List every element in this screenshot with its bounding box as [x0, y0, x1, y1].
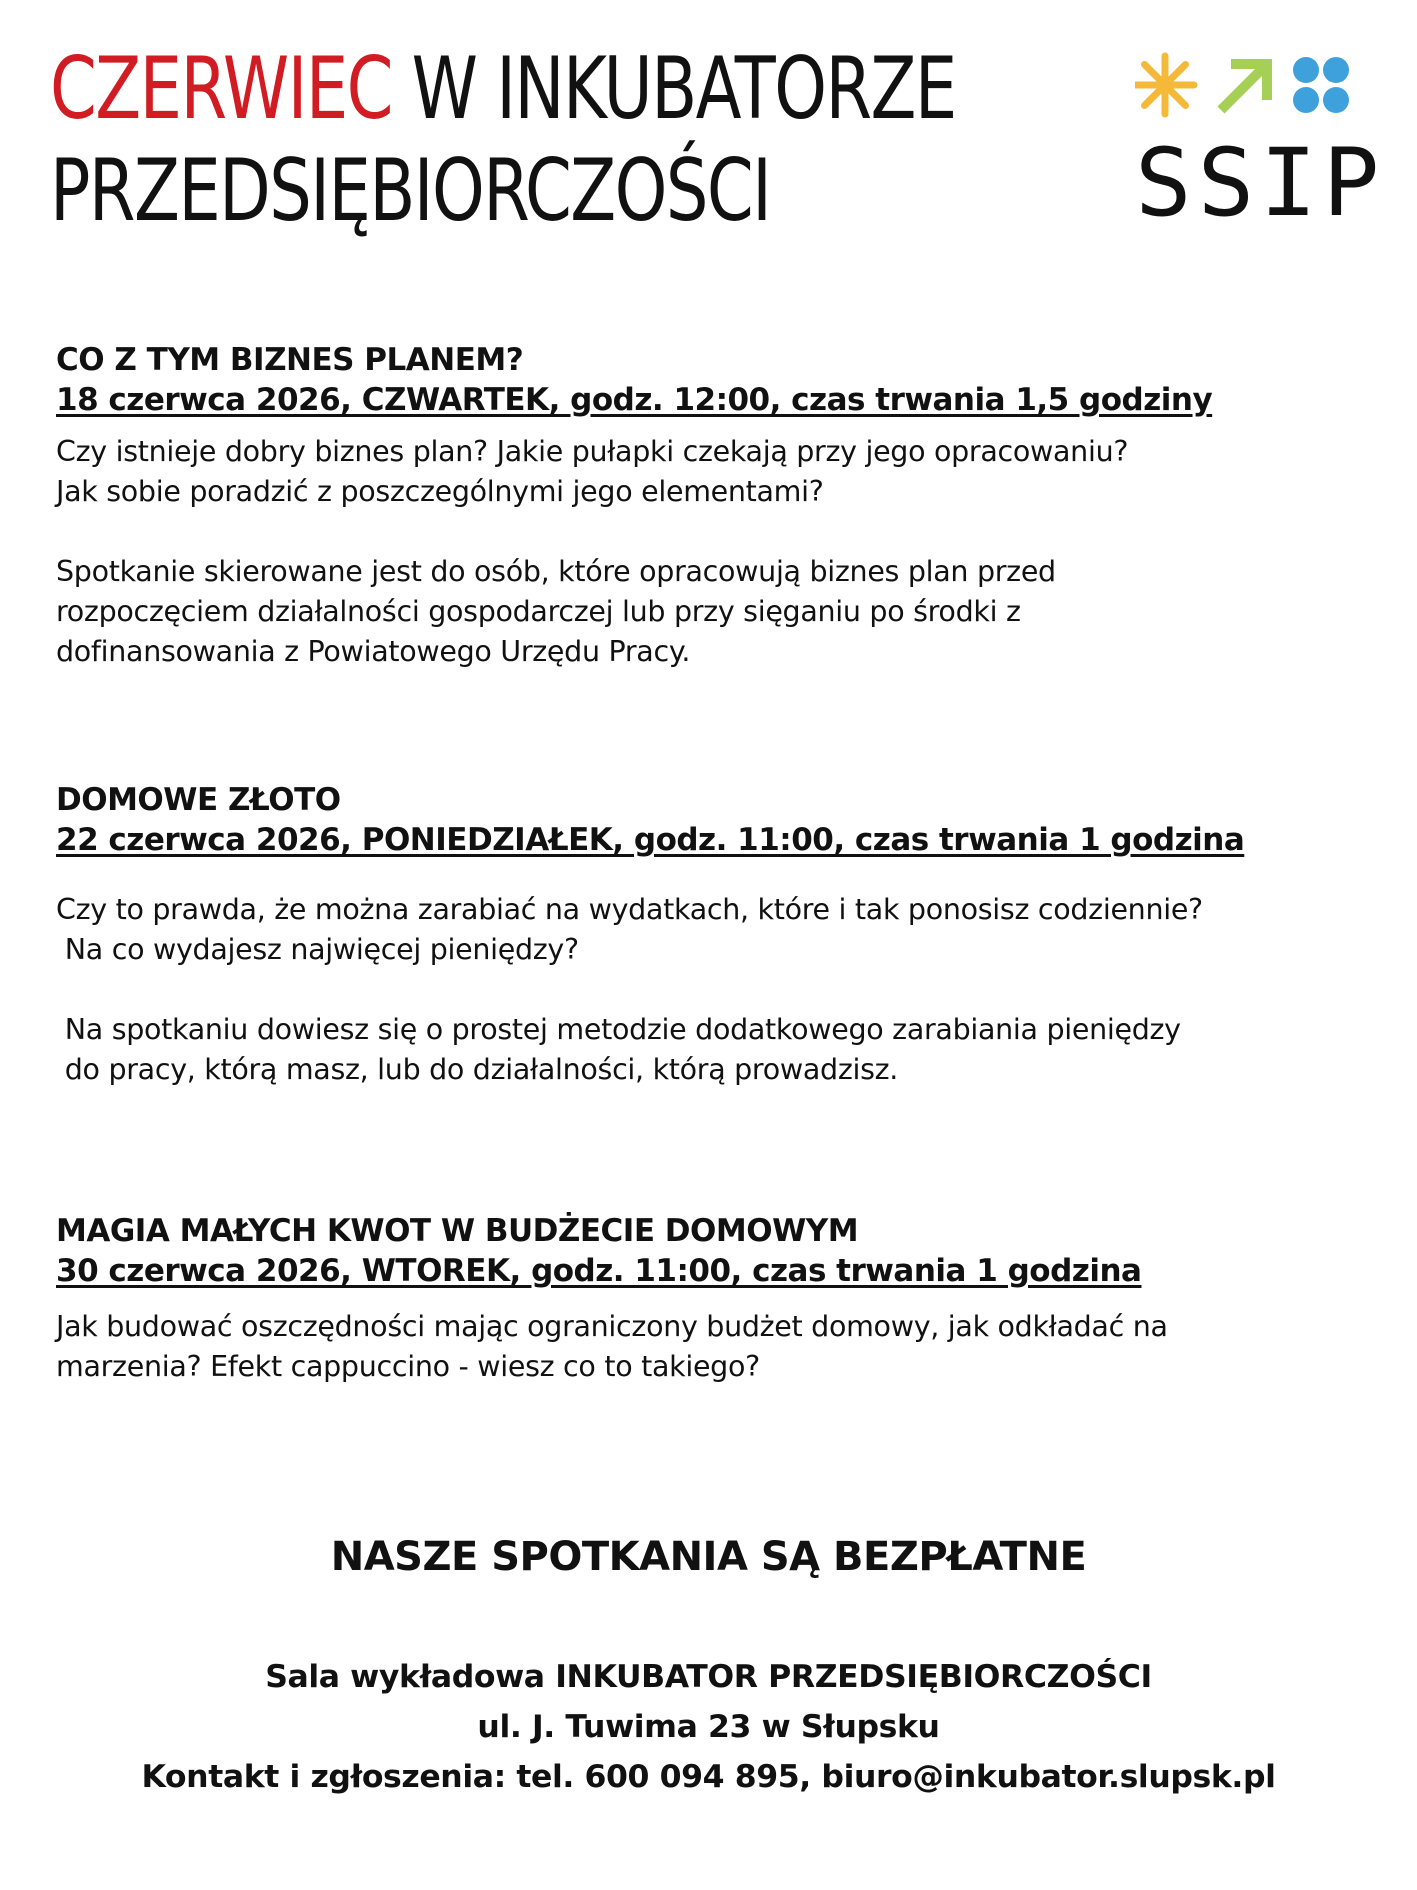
- ssip-logo: [1135, 50, 1386, 238]
- contact-info: Kontakt i zgłoszenia: tel. 600 094 895, biuro@inkubator.slupsk.pl: [141, 1759, 1276, 1795]
- page-title-line-2: PRZEDSIĘBIORCZOŚCI: [50, 141, 771, 241]
- page-title: [50, 38, 956, 242]
- event-title: DOMOWE ZŁOTO: [56, 782, 341, 818]
- description-line: Czy to prawda, że można zarabiać na wydatkach, które i tak ponosisz codziennie?: [56, 893, 1203, 926]
- page-title-rest: W INKUBATORZE: [391, 39, 956, 139]
- event-business-plan: [56, 340, 1376, 672]
- arrow-icon: [1221, 64, 1267, 110]
- dots-icon: [1293, 57, 1349, 113]
- description-line: Na co wydajesz najwięcej pieniędzy?: [56, 933, 579, 966]
- description-line: Czy istnieje dobry biznes plan? Jakie pułapki czekają przy jego opracowaniu?: [56, 435, 1129, 468]
- description-line: Jak sobie poradzić z poszczególnymi jego elementami?: [56, 475, 824, 508]
- description-line: marzenia? Efekt cappuccino - wiesz co to takiego?: [56, 1350, 760, 1383]
- event-magia-malych-kwot: [56, 1211, 1376, 1387]
- page-title-accent: CZERWIEC: [50, 39, 392, 139]
- venue-name: Sala wykładowa INKUBATOR PRZEDSIĘBIORCZOŚCI: [265, 1659, 1152, 1695]
- venue-info: [0, 1652, 1417, 1802]
- description-line: dofinansowania z Powiatowego Urzędu Pracy.: [56, 635, 691, 668]
- event-date: 30 czerwca 2026, WTOREK, godz. 11:00, czas trwania 1 godzina: [56, 1253, 1142, 1289]
- event-description: [56, 1307, 1376, 1387]
- logo-text: SSIP: [1135, 129, 1386, 238]
- event-title: CO Z TYM BIZNES PLANEM?: [56, 342, 524, 378]
- venue-address: ul. J. Tuwima 23 w Słupsku: [477, 1709, 940, 1745]
- event-domowe-zloto: [56, 780, 1376, 1090]
- logo-icons: [1135, 50, 1375, 130]
- page-title-line-1: [50, 38, 956, 140]
- description-line: Spotkanie skierowane jest do osób, które opracowują biznes plan przed: [56, 555, 1056, 588]
- star-icon: [1136, 56, 1194, 114]
- event-description: [56, 890, 1376, 1090]
- description-line: Na spotkaniu dowiesz się o prostej metodzie dodatkowego zarabiania pieniędzy: [56, 1013, 1181, 1046]
- event-description: [56, 432, 1376, 672]
- free-meetings-notice: NASZE SPOTKANIA SĄ BEZPŁATNE: [330, 1534, 1087, 1580]
- event-date: 22 czerwca 2026, PONIEDZIAŁEK, godz. 11:00, czas trwania 1 godzina: [56, 822, 1245, 858]
- description-line: Jak budować oszczędności mając ograniczony budżet domowy, jak odkładać na: [56, 1310, 1168, 1343]
- event-title: MAGIA MAŁYCH KWOT W BUDŻECIE DOMOWYM: [56, 1213, 859, 1249]
- event-date: 18 czerwca 2026, CZWARTEK, godz. 12:00, czas trwania 1,5 godziny: [56, 382, 1213, 418]
- description-line: do pracy, którą masz, lub do działalności, którą prowadzisz.: [56, 1053, 899, 1086]
- description-line: rozpoczęciem działalności gospodarczej lub przy sięganiu po środki z: [56, 595, 1021, 628]
